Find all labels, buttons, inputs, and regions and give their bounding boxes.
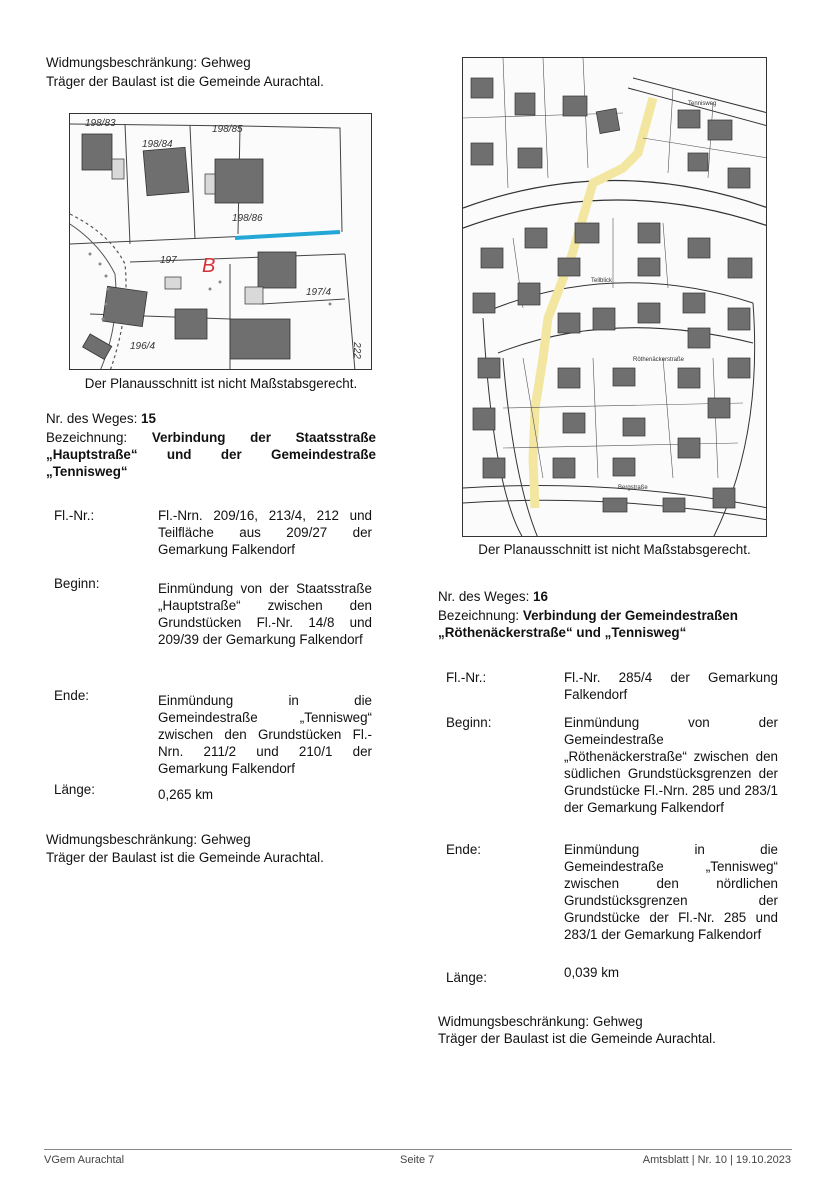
map-label-1964: 196/4 xyxy=(130,341,156,352)
left-row-beginn-value: Einmündung von der Staatsstraße „Hauptstraße“ zwischen den Grundstücken Fl.-Nr. 14/8 und 209/39 der Gemarkung Falkendorf xyxy=(158,581,372,647)
map-label-bergstrasse: Bergstraße xyxy=(618,485,648,491)
map-label-tennisweg: Tennisweg xyxy=(688,101,717,107)
right-row-beginn-value: Einmündung von der Gemeindestraße „Röthenäckerstraße“ zwischen den südlichen Grundstücksgrenzen der Grundstücke Fl.-Nrn. 285 und 283/1 der Gemarkung Falkendorf xyxy=(564,715,778,815)
footer-page-number: Seite 7 xyxy=(400,1154,435,1166)
map-label-tellblick: Tellblick xyxy=(591,278,613,284)
right-row-ende-label: Ende: xyxy=(446,842,481,857)
right-row-flnr-value: Fl.-Nr. 285/4 der Gemarkung Falkendorf xyxy=(564,670,778,702)
left-bezeichnung xyxy=(46,429,376,480)
right-map xyxy=(462,57,767,537)
left-row-ende-value: Einmündung in die Gemeindestraße „Tennisweg“ zwischen den Grundstücken Fl.-Nrn. 211/2 und 210/1 der Gemarkung Falkendorf xyxy=(158,693,372,776)
right-bezeichnung xyxy=(438,607,778,641)
left-nr-value: 15 xyxy=(141,411,156,426)
right-nr-value: 16 xyxy=(533,589,548,604)
left-bez-value: Verbindung der Staatsstraße „Hauptstraße“ und der Gemeindestraße „Tennisweg“ xyxy=(46,430,376,479)
map-label-1974: 197/4 xyxy=(306,287,332,298)
left-row-laenge-value: 0,265 km xyxy=(158,787,214,802)
map-label-19884: 198/84 xyxy=(142,139,173,150)
left-bottom-widmung: Widmungsbeschränkung: Gehweg xyxy=(46,832,251,847)
left-row-ende-label: Ende: xyxy=(54,688,89,703)
right-map-drawing xyxy=(463,58,767,537)
footer-right: Amtsblatt | Nr. 10 | 19.10.2023 xyxy=(642,1154,791,1166)
right-row-beginn-label: Beginn: xyxy=(446,715,492,730)
map-label-222: 222 xyxy=(350,342,362,359)
right-row-flnr-label: Fl.-Nr.: xyxy=(446,670,487,685)
left-row-laenge-label: Länge: xyxy=(54,782,95,797)
right-bez-value: Verbindung der Gemeindestraßen „Röthenäckerstraße“ und „Tennisweg“ xyxy=(438,608,738,640)
right-nr-des-weges xyxy=(438,588,548,605)
right-bottom-widmung: Widmungsbeschränkung: Gehweg xyxy=(438,1014,643,1029)
right-bez-label: Bezeichnung: xyxy=(438,608,520,623)
left-map xyxy=(69,113,372,370)
footer-left: VGem Aurachtal xyxy=(44,1154,125,1166)
right-map-caption: Der Planausschnitt ist nicht Maßstabsgerecht. xyxy=(478,542,751,557)
map-label-19883: 198/83 xyxy=(85,118,116,129)
left-map-caption: Der Planausschnitt ist nicht Maßstabsgerecht. xyxy=(84,376,358,391)
map-label-197: 197 xyxy=(160,255,177,266)
map-label-19885: 198/85 xyxy=(212,124,243,135)
left-nr-des-weges xyxy=(46,410,156,427)
left-top-traeger: Träger der Baulast ist die Gemeinde Aurachtal. xyxy=(46,74,324,89)
right-row-ende-value: Einmündung in die Gemeindestraße „Tennisweg“ zwischen den nördlichen Grundstücksgrenzen der Grundstücke der Fl.-Nr. 285 und 283/1 der Gemarkung Falkendorf xyxy=(564,842,778,942)
right-row-laenge-label: Länge: xyxy=(446,970,487,985)
right-row-laenge-value: 0,039 km xyxy=(564,965,620,980)
right-bottom-traeger: Träger der Baulast ist die Gemeinde Aurachtal. xyxy=(438,1031,716,1046)
left-bez-label: Bezeichnung: xyxy=(46,430,128,445)
right-nr-label: Nr. des Weges: xyxy=(438,589,530,604)
left-row-flnr-value: Fl.-Nrn. 209/16, 213/4, 212 und Teilfläche aus 209/27 der Gemarkung Falkendorf xyxy=(158,508,372,557)
svg-text:B: B xyxy=(202,255,216,277)
left-map-drawing xyxy=(70,114,372,370)
left-row-beginn-label: Beginn: xyxy=(54,576,100,591)
footer-divider xyxy=(44,1149,792,1150)
left-row-flnr-label: Fl.-Nr.: xyxy=(54,508,95,523)
map-label-roethenaecker: Röthenäckerstraße xyxy=(633,357,685,363)
left-bottom-traeger: Träger der Baulast ist die Gemeinde Aurachtal. xyxy=(46,850,324,865)
map-label-19886: 198/86 xyxy=(232,213,263,224)
left-top-widmung: Widmungsbeschränkung: Gehweg xyxy=(46,55,251,70)
left-nr-label: Nr. des Weges: xyxy=(46,411,138,426)
